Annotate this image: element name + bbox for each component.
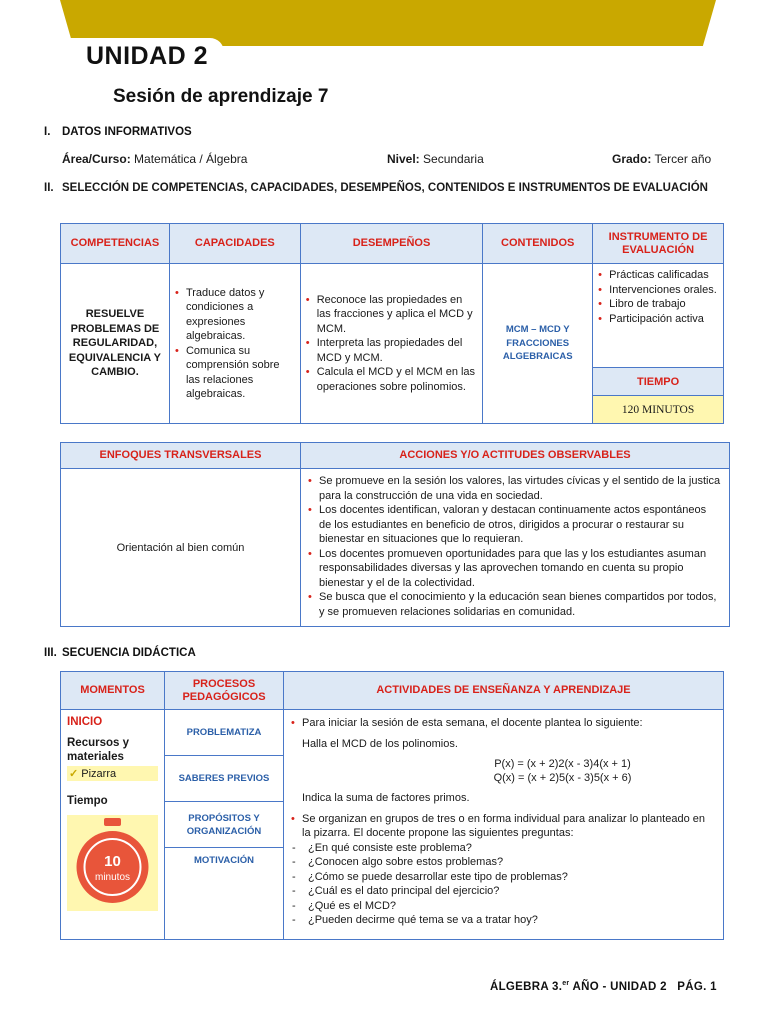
section-3-number: III. <box>44 647 57 659</box>
actividad-grupos: • Se organizan en grupos de tres o en forma individual para analizar lo planteado en la pizarra. El docente propone las siguientes preguntas: <box>290 812 715 841</box>
stopwatch-icon <box>67 815 158 911</box>
nivel-label: Nivel: <box>387 152 420 166</box>
footer-sup: er <box>562 980 570 987</box>
stopwatch-crown <box>104 818 121 826</box>
secuencia-table <box>60 671 724 940</box>
proceso-motivacion: MOTIVACIÓN <box>165 848 284 940</box>
section-1-heading <box>44 126 192 138</box>
tiempo-label: TIEMPO <box>593 368 724 396</box>
equation-p: P(x) = (x + 2)2(x - 3)4(x + 1) <box>494 758 631 770</box>
tiempo-label: Tiempo <box>67 795 108 807</box>
pregunta-item: - ¿Pueden decirme qué tema se va a tratar hoy? <box>290 913 715 928</box>
capacidad-item: • Comunica su comprensión sobre las relaciones algebraicas. <box>174 344 296 402</box>
session-title: Sesión de aprendizaje 7 <box>113 86 329 107</box>
pizarra-label: Pizarra <box>81 768 117 780</box>
enfoque-cell: Orientación al bien común <box>61 469 301 627</box>
capacidades-cell <box>169 264 300 424</box>
col-desempenos: DESEMPEÑOS <box>300 224 483 264</box>
pregunta-item: - ¿Cómo se puede desarrollar este tipo de problemas? <box>290 870 715 885</box>
accion-item: • Se busca que el conocimiento y la educación sean bienes compartidos por todos, y se promueven relaciones solidarias en comunidad. <box>307 590 721 619</box>
pizarra-item <box>67 766 158 781</box>
section-2-number: II. <box>44 182 54 194</box>
nivel-field <box>387 152 484 166</box>
pregunta-item: - ¿Conocen algo sobre estos problemas? <box>290 855 715 870</box>
actividad-intro: • Para iniciar la sesión de esta semana, el docente plantea lo siguiente: <box>290 716 715 731</box>
competencias-table <box>60 223 724 424</box>
instrumento-item: • Intervenciones orales. <box>597 283 719 298</box>
desempeno-item: • Calcula el MCD y el MCM en las operaciones sobre polinomios. <box>305 365 479 394</box>
equation-q: Q(x) = (x + 2)5(x - 3)5(x + 6) <box>493 772 632 784</box>
acciones-cell <box>301 469 730 627</box>
mcd-instruction: Halla el MCD de los polinomios. <box>302 737 458 750</box>
nivel-value: Secundaria <box>423 152 484 166</box>
proceso-problematiza: PROBLEMATIZA <box>165 710 284 756</box>
contenido-cell: MCM – MCD Y FRACCIONES ALGEBRAICAS <box>483 264 593 424</box>
momentos-cell <box>61 710 165 940</box>
section-3-title: SECUENCIA DIDÁCTICA <box>62 647 196 659</box>
inicio-label: INICIO <box>67 716 103 728</box>
pregunta-item: - ¿En qué consiste este problema? <box>290 841 715 856</box>
col-contenidos: CONTENIDOS <box>483 224 593 264</box>
accion-item: • Se promueve en la sesión los valores, las virtudes cívicas y el sentido de la justica para la construcción de una vida en sociedad. <box>307 474 721 503</box>
proceso-propositos: PROPÓSITOS Y ORGANIZACIÓN <box>165 802 284 848</box>
actividades-cell <box>284 710 724 940</box>
accion-item: • Los docentes promueven oportunidades para que las y los estudiantes asuman responsabilidades diversas y las aprovechen tomando en cuenta su propio bienestar y el de la colectividad. <box>307 547 721 591</box>
desempeno-item: • Interpreta las propiedades del MCD y MCM. <box>305 336 479 365</box>
recursos-label: Recursos y materiales <box>67 737 130 763</box>
col-enfoques: ENFOQUES TRANSVERSALES <box>61 443 301 469</box>
section-3-heading <box>44 647 196 659</box>
competencia-cell: RESUELVE PROBLEMAS DE REGULARIDAD, EQUIVALENCIA Y CAMBIO. <box>61 264 170 424</box>
suma-instruction: Indica la suma de factores primos. <box>302 792 470 804</box>
tiempo-value: 120 MINUTOS <box>593 396 724 424</box>
desempenos-cell <box>300 264 483 424</box>
grado-field <box>612 152 711 166</box>
section-1-title: DATOS INFORMATIVOS <box>62 126 192 138</box>
col-momentos: MOMENTOS <box>61 672 165 710</box>
col-instrumento: INSTRUMENTO DE EVALUACIÓN <box>593 224 724 264</box>
unit-title: UNIDAD 2 <box>86 42 209 70</box>
section-2-title: SELECCIÓN DE COMPETENCIAS, CAPACIDADES, DESEMPEÑOS, CONTENIDOS E INSTRUMENTOS DE EVALUACIÓN <box>62 182 708 194</box>
footer-course: ÁLGEBRA 3. <box>490 980 563 993</box>
section-1-number: I. <box>44 126 51 138</box>
pregunta-item: - ¿Qué es el MCD? <box>290 899 715 914</box>
instrumento-item: • Libro de trabajo <box>597 297 719 312</box>
timer-number: 10 <box>104 853 121 870</box>
col-procesos: PROCESOS PEDAGÓGICOS <box>165 672 284 710</box>
check-icon: ✓ <box>69 768 79 780</box>
section-2-heading <box>44 180 724 196</box>
preguntas-list <box>290 841 715 928</box>
footer-rest: AÑO - UNIDAD 2 PÁG. 1 <box>569 980 717 993</box>
area-field <box>62 152 247 166</box>
accion-item: • Los docentes identifican, valoran y destacan continuamente actos espontáneos de los estudiantes en beneficio de otros, dirigidos a procurar o restaurar su bienestar en situaciones que lo requieran. <box>307 503 721 547</box>
area-label: Área/Curso: <box>62 152 131 166</box>
instrumento-item: • Prácticas calificadas <box>597 268 719 283</box>
page-footer <box>490 980 717 993</box>
area-value: Matemática / Álgebra <box>134 152 248 166</box>
col-actividades: ACTIVIDADES DE ENSEÑANZA Y APRENDIZAJE <box>284 672 724 710</box>
timer-box <box>67 815 158 911</box>
desempeno-item: • Reconoce las propiedades en las fracciones y aplica el MCD y MCM. <box>305 293 479 337</box>
col-competencias: COMPETENCIAS <box>61 224 170 264</box>
capacidad-item: • Traduce datos y condiciones a expresiones algebraicas. <box>174 286 296 344</box>
instrumento-item: • Participación activa <box>597 312 719 327</box>
grado-value: Tercer año <box>654 152 712 166</box>
instrumentos-cell <box>593 264 724 368</box>
col-acciones: ACCIONES Y/O ACTITUDES OBSERVABLES <box>301 443 730 469</box>
enfoques-table <box>60 442 730 627</box>
proceso-saberes-previos: SABERES PREVIOS <box>165 756 284 802</box>
timer-unit: minutos <box>94 872 131 883</box>
grado-label: Grado: <box>612 152 652 166</box>
pregunta-item: - ¿Cuál es el dato principal del ejercicio? <box>290 884 715 899</box>
col-capacidades: CAPACIDADES <box>169 224 300 264</box>
